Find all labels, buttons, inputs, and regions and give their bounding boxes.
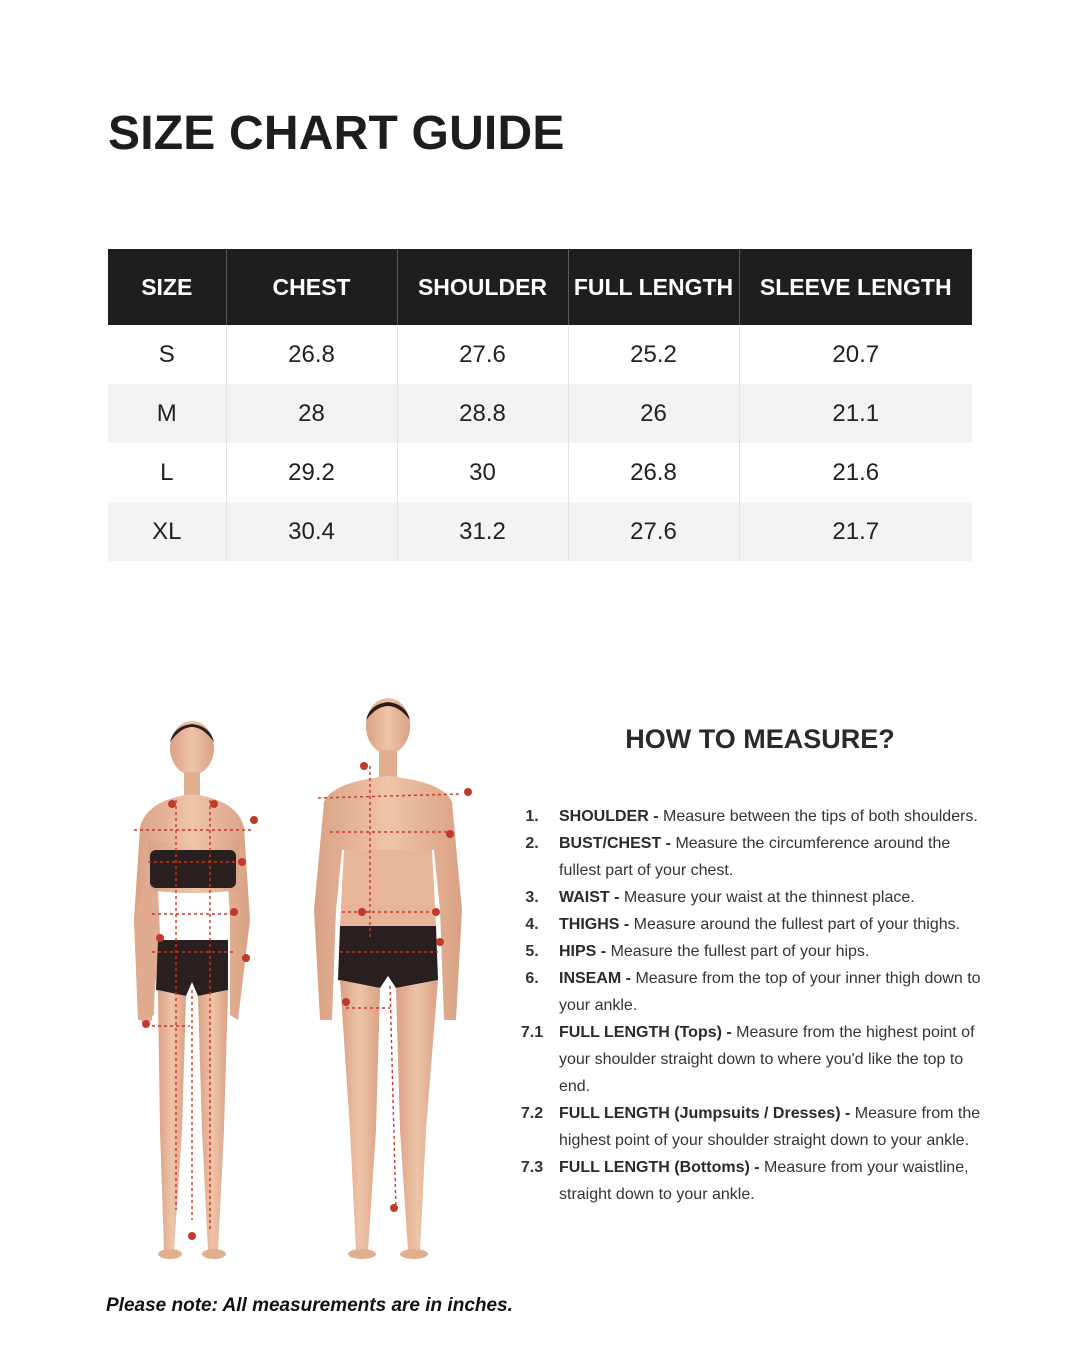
cell-full-length: 25.2: [568, 325, 739, 384]
list-item: [505, 911, 995, 938]
header-chest: CHEST: [226, 249, 397, 325]
step-text: Measure around the fullest part of your thighs.: [633, 916, 961, 933]
cell-chest: 28: [226, 384, 397, 443]
male-figure: [314, 698, 462, 1259]
step-term: FULL LENGTH (Tops) -: [559, 1024, 732, 1041]
cell-sleeve-length: 21.1: [739, 384, 972, 443]
list-item: [505, 938, 995, 965]
cell-size: XL: [108, 502, 226, 561]
size-chart-table: [108, 249, 972, 561]
list-item: [505, 884, 995, 911]
step-text: Measure your waist at the thinnest place.: [623, 889, 915, 906]
step-number: 7.1: [520, 1024, 544, 1041]
cell-chest: 30.4: [226, 502, 397, 561]
cell-size: M: [108, 384, 226, 443]
step-term: INSEAM -: [559, 970, 631, 987]
list-item: [505, 1100, 995, 1154]
step-text: Measure from the highest point of your shoulder straight down to your ankle.: [559, 1105, 981, 1149]
cell-sleeve-length: 20.7: [739, 325, 972, 384]
step-number: 7.3: [520, 1159, 544, 1176]
cell-full-length: 26: [568, 384, 739, 443]
step-text: Measure from your waistline, straight down to your ankle.: [559, 1159, 969, 1203]
cell-sleeve-length: 21.7: [739, 502, 972, 561]
step-text: Measure the circumference around the fullest part of your chest.: [559, 835, 951, 879]
cell-sleeve-length: 21.6: [739, 443, 972, 502]
cell-shoulder: 30: [397, 443, 568, 502]
header-full-length: FULL LENGTH: [568, 249, 739, 325]
cell-full-length: 27.6: [568, 502, 739, 561]
step-term: THIGHS -: [559, 916, 630, 933]
list-item: [505, 1019, 995, 1100]
table-row: [108, 384, 972, 443]
cell-full-length: 26.8: [568, 443, 739, 502]
cell-shoulder: 27.6: [397, 325, 568, 384]
list-item: [505, 803, 995, 830]
step-text: Measure the fullest part of your hips.: [610, 943, 870, 960]
list-item: [505, 1154, 995, 1208]
step-term: BUST/CHEST -: [559, 835, 671, 852]
step-term: FULL LENGTH (Bottoms) -: [559, 1159, 760, 1176]
step-number: 7.2: [520, 1105, 544, 1122]
step-number: 6.: [525, 970, 539, 987]
table-row: [108, 325, 972, 384]
table-row: [108, 443, 972, 502]
cell-chest: 29.2: [226, 443, 397, 502]
step-term: WAIST -: [559, 889, 620, 906]
step-number: 4.: [525, 916, 539, 933]
step-number: 1.: [525, 808, 539, 825]
header-sleeve-length: SLEEVE LENGTH: [739, 249, 972, 325]
header-size: SIZE: [108, 249, 226, 325]
cell-size: S: [108, 325, 226, 384]
table-row: [108, 502, 972, 561]
cell-chest: 26.8: [226, 325, 397, 384]
step-number: 2.: [525, 835, 539, 852]
cell-shoulder: 28.8: [397, 384, 568, 443]
cell-size: L: [108, 443, 226, 502]
measurement-units-note: Please note: All measurements are in inches.: [106, 1295, 513, 1316]
step-number: 3.: [525, 889, 539, 906]
measurement-figures-illustration: [100, 690, 500, 1270]
page-title: SIZE CHART GUIDE: [108, 107, 565, 160]
step-term: FULL LENGTH (Jumpsuits / Dresses) -: [559, 1105, 851, 1122]
step-term: SHOULDER -: [559, 808, 659, 825]
step-text: Measure between the tips of both shoulders.: [663, 808, 978, 825]
step-text: Measure from the top of your inner thigh down to your ankle.: [559, 970, 981, 1014]
list-item: [505, 830, 995, 884]
step-text: Measure from the highest point of your shoulder straight down to where you'd like the top to end.: [559, 1024, 975, 1095]
how-to-measure-title: HOW TO MEASURE?: [625, 724, 895, 754]
step-number: 5.: [525, 943, 539, 960]
table-header-row: [108, 249, 972, 325]
header-shoulder: SHOULDER: [397, 249, 568, 325]
step-term: HIPS -: [559, 943, 607, 960]
list-item: [505, 965, 995, 1019]
cell-shoulder: 31.2: [397, 502, 568, 561]
measurement-steps-list: [505, 803, 995, 1208]
